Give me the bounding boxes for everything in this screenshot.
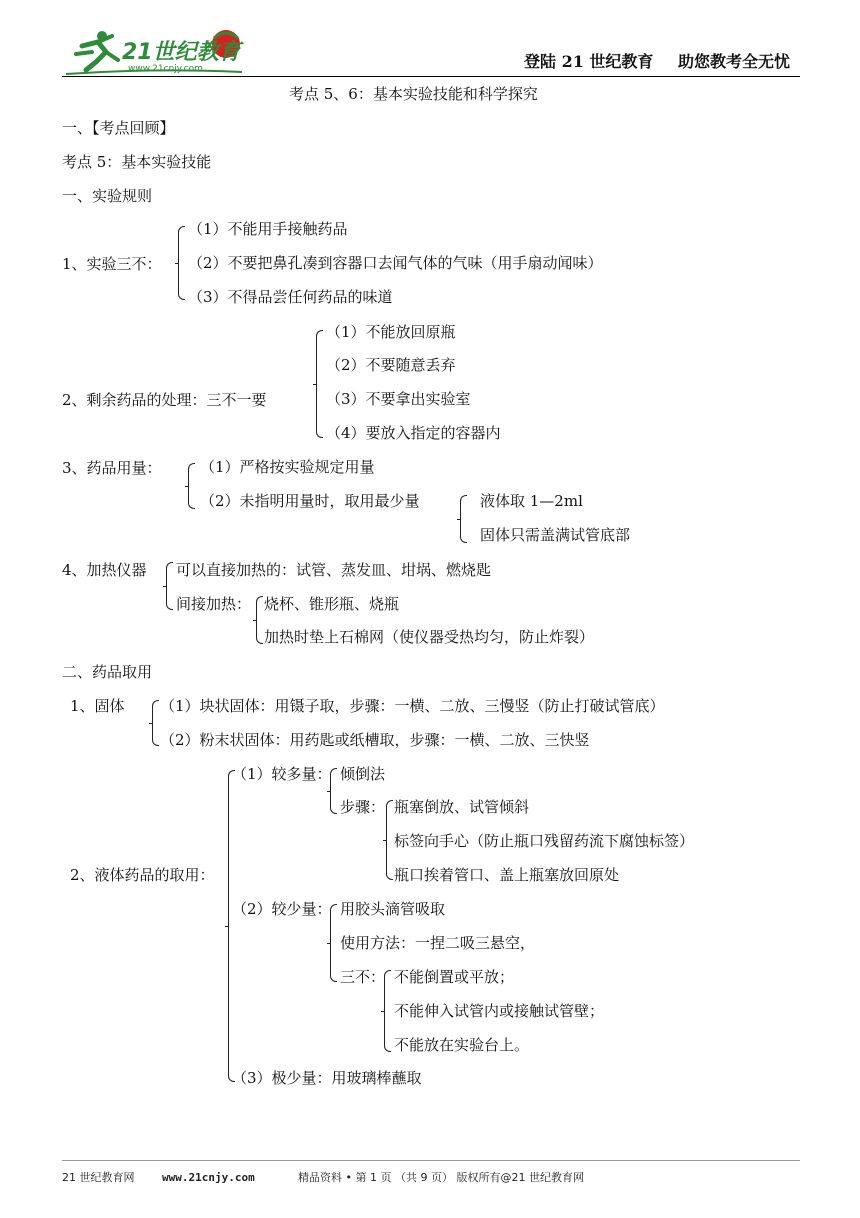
footer-rule	[62, 1160, 800, 1161]
liquid-step: 瓶塞倒放、试管倾斜	[394, 798, 530, 816]
liquid-small-brace	[330, 904, 337, 982]
header-slogan-left: 登陆 21 世纪教育	[524, 52, 654, 71]
logo-text: 21世纪教育	[122, 40, 241, 65]
rule4-sub-item: 烧杯、锥形瓶、烧瓶	[264, 595, 400, 613]
rule1-brace	[178, 226, 185, 300]
rule3-sub-brace	[460, 495, 467, 543]
rule3-brace	[188, 463, 195, 509]
liquid-step: 标签向手心（防止瓶口残留药流下腐蚀标签）	[394, 832, 695, 850]
section-subtitle: 考点 5：基本实验技能	[62, 153, 212, 171]
liquid-steps-brace	[386, 800, 393, 880]
rule2-item: （3）不要拿出实验室	[326, 390, 471, 408]
logo-url: www.21cnjy.com	[128, 64, 203, 74]
solid-item: （1）块状固体：用镊子取，步骤：一横、二放、三慢竖（防止打破试管底）	[160, 697, 665, 715]
liquid-brace	[228, 770, 235, 1082]
liquid-small-label: （2）较少量：	[232, 900, 332, 918]
rule4-item: 间接加热：	[176, 595, 252, 613]
rule4-label: 4、加热仪器	[62, 561, 147, 579]
liquid-step: 瓶口挨着管口、盖上瓶塞放回原处	[394, 866, 620, 884]
rule3-item: （1）严格按实验规定用量	[200, 458, 375, 476]
liquid-small-item: 使用方法：一捏二吸三悬空，	[340, 934, 536, 952]
liquid-no-item: 不能倒置或平放；	[394, 968, 515, 986]
rule2-item: （4）要放入指定的容器内	[326, 424, 501, 442]
rules-heading: 一、实验规则	[62, 187, 153, 205]
solid-label: 1、固体	[70, 697, 125, 715]
liquid-large-label: （1）较多量：	[232, 765, 332, 783]
liquid-small-item: 用胶头滴管吸取	[340, 900, 446, 918]
rule3-item: （2）未指明用量时，取用最少量	[200, 492, 420, 510]
rule2-label: 2、剩余药品的处理：三不一要	[62, 391, 267, 409]
liquid-small-item: 三不：	[340, 968, 386, 986]
liquid-large-brace	[330, 768, 337, 814]
rule2-item: （2）不要随意丢弃	[326, 356, 456, 374]
rule4-item: 可以直接加热的：试管、蒸发皿、坩埚、燃烧匙	[176, 561, 492, 579]
liquid-no-brace	[384, 970, 391, 1052]
rule3-sub-item: 固体只需盖满试管底部	[480, 526, 631, 544]
footer-site: 21 世纪教育网	[62, 1171, 135, 1184]
rule3-label: 3、药品用量：	[62, 459, 162, 477]
rule2-item: （1）不能放回原瓶	[326, 323, 456, 341]
footer-url[interactable]: www.21cnjy.com	[162, 1171, 255, 1184]
rule2-brace	[316, 330, 323, 438]
liquid-no-item: 不能放在实验台上。	[394, 1036, 530, 1054]
rule4-sub-item: 加热时垫上石棉网（使仪器受热均匀，防止炸裂）	[264, 628, 595, 646]
rule4-sub-brace	[256, 596, 263, 644]
liquid-label: 2、液体药品的取用：	[70, 866, 215, 884]
page-title: 考点 5、6：基本实验技能和科学探究	[289, 85, 538, 103]
header-slogan-right: 助您教考全无忧	[678, 52, 791, 71]
rule3-sub-item: 液体取 1—2ml	[480, 492, 583, 510]
liquid-no-item: 不能伸入试管内或接触试管壁；	[394, 1002, 605, 1020]
liquid-tiny: （3）极少量：用玻璃棒蘸取	[232, 1069, 422, 1087]
liquid-large-item: 步骤：	[340, 798, 386, 816]
rule1-label: 1、实验三不：	[62, 255, 162, 273]
rule1-item: （2）不要把鼻孔凑到容器口去闻气体的气味（用手扇动闻味）	[188, 254, 603, 272]
footer-info: 精品资料 • 第 1 页 （共 9 页） 版权所有@21 世纪教育网	[298, 1171, 584, 1184]
taking-heading: 二、药品取用	[62, 663, 153, 681]
liquid-large-item: 倾倒法	[340, 765, 386, 783]
rule4-brace	[166, 562, 173, 610]
rule1-item: （3）不得品尝任何药品的味道	[188, 288, 393, 306]
solid-brace	[152, 700, 159, 746]
solid-item: （2）粉末状固体：用药匙或纸槽取，步骤：一横、二放、三快竖	[160, 731, 590, 749]
rule1-item: （1）不能用手接触药品	[188, 220, 348, 238]
header-rule	[62, 76, 800, 77]
section-review: 一、【考点回顾】	[62, 119, 175, 137]
site-logo	[62, 24, 248, 78]
